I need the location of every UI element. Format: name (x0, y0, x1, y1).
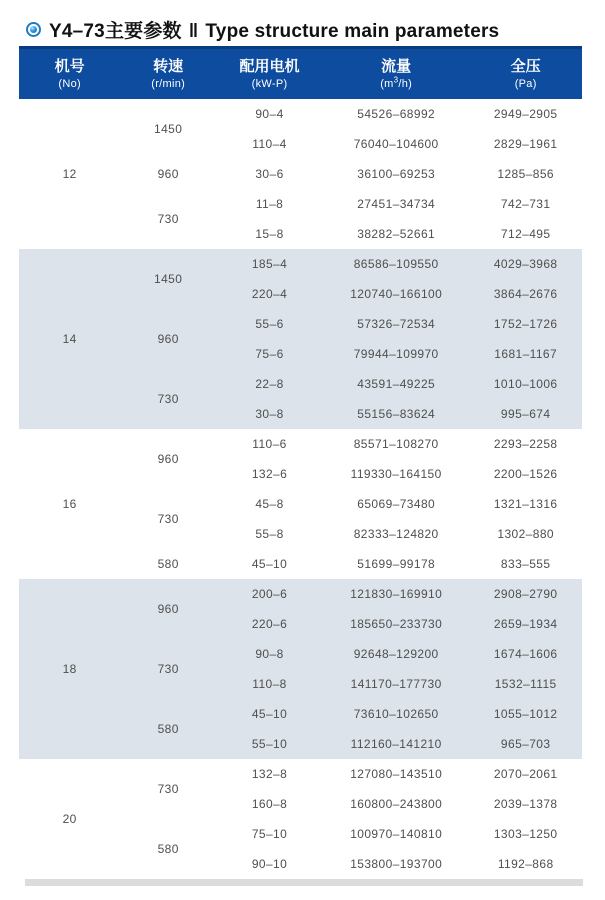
flow-cell: 141170–177730 (323, 669, 469, 699)
motor-cell: 55–6 (216, 309, 323, 339)
flow-cell: 38282–52661 (323, 219, 469, 249)
motor-cell: 45–10 (216, 699, 323, 729)
flow-cell: 82333–124820 (323, 519, 469, 549)
pressure-cell: 2829–1961 (469, 129, 582, 159)
no-cell: 14 (19, 249, 120, 429)
flow-cell: 55156–83624 (323, 399, 469, 429)
header-row (19, 48, 582, 100)
table-row (19, 759, 582, 789)
motor-cell: 15–8 (216, 219, 323, 249)
flow-cell: 36100–69253 (323, 159, 469, 189)
flow-cell: 112160–141210 (323, 729, 469, 759)
motor-cell: 220–6 (216, 609, 323, 639)
flow-cell: 120740–166100 (323, 279, 469, 309)
column-title: 全压 (510, 57, 541, 75)
motor-cell: 55–8 (216, 519, 323, 549)
table-row (19, 99, 582, 129)
rpm-cell: 730 (120, 759, 216, 819)
pressure-cell: 1321–1316 (469, 489, 582, 519)
pressure-cell: 712–495 (469, 219, 582, 249)
pressure-cell: 3864–2676 (469, 279, 582, 309)
flow-cell: 100970–140810 (323, 819, 469, 849)
pressure-cell: 1010–1006 (469, 369, 582, 399)
column-title: 转速 (153, 57, 184, 75)
flow-cell: 79944–109970 (323, 339, 469, 369)
bottom-divider (25, 879, 583, 886)
rpm-cell: 730 (120, 189, 216, 249)
flow-cell: 76040–104600 (323, 129, 469, 159)
rpm-cell: 960 (120, 159, 216, 189)
parameters-table (19, 46, 582, 879)
motor-cell: 132–6 (216, 459, 323, 489)
flow-cell: 153800–193700 (323, 849, 469, 879)
table-row (19, 429, 582, 459)
flow-cell: 43591–49225 (323, 369, 469, 399)
column-header-no (19, 48, 120, 100)
flow-cell: 185650–233730 (323, 609, 469, 639)
motor-cell: 132–8 (216, 759, 323, 789)
table-row (19, 579, 582, 609)
motor-cell: 110–4 (216, 129, 323, 159)
table-row (19, 249, 582, 279)
pressure-cell: 1752–1726 (469, 309, 582, 339)
pressure-cell: 2070–2061 (469, 759, 582, 789)
pressure-cell: 995–674 (469, 399, 582, 429)
rpm-cell: 580 (120, 549, 216, 579)
pressure-cell: 1681–1167 (469, 339, 582, 369)
column-unit: (r/min) (151, 78, 186, 91)
column-header-pressure (469, 48, 582, 100)
title-cn: Y4–73主要参数 (49, 20, 182, 42)
column-unit: (Pa) (514, 78, 537, 91)
no-cell: 16 (19, 429, 120, 579)
column-title: 配用电机 (239, 57, 300, 75)
rpm-cell: 730 (120, 639, 216, 699)
column-unit: $(m^3/h)$ (380, 75, 413, 91)
motor-cell: 90–4 (216, 99, 323, 129)
column-title: 机号 (54, 57, 85, 75)
rpm-cell: 730 (120, 489, 216, 549)
rpm-cell: 730 (120, 369, 216, 429)
motor-cell: 30–8 (216, 399, 323, 429)
title-separator: ‖ (188, 20, 199, 42)
superscript: 3 (393, 75, 399, 85)
motor-cell: 90–10 (216, 849, 323, 879)
flow-cell: 65069–73480 (323, 489, 469, 519)
motor-cell: 185–4 (216, 249, 323, 279)
flow-cell: 92648–129200 (323, 639, 469, 669)
motor-cell: 110–8 (216, 669, 323, 699)
rpm-cell: 960 (120, 309, 216, 369)
motor-cell: 110–6 (216, 429, 323, 459)
motor-cell: 30–6 (216, 159, 323, 189)
motor-cell: 45–8 (216, 489, 323, 519)
pressure-cell: 4029–3968 (469, 249, 582, 279)
column-header-rpm (120, 48, 216, 100)
pressure-cell: 1055–1012 (469, 699, 582, 729)
no-cell: 20 (19, 759, 120, 879)
rpm-cell: 1450 (120, 99, 216, 159)
pressure-cell: 2293–2258 (469, 429, 582, 459)
pressure-cell: 2908–2790 (469, 579, 582, 609)
page-title (49, 16, 499, 43)
pressure-cell: 2659–1934 (469, 609, 582, 639)
no-cell: 18 (19, 579, 120, 759)
pressure-cell: 965–703 (469, 729, 582, 759)
rpm-cell: 580 (120, 699, 216, 759)
rpm-cell: 960 (120, 429, 216, 489)
title-en: Type structure main parameters (205, 20, 500, 42)
bullet-icon (26, 22, 41, 37)
motor-cell: 75–10 (216, 819, 323, 849)
table-body (19, 99, 582, 879)
pressure-cell: 2949–2905 (469, 99, 582, 129)
flow-cell: 54526–68992 (323, 99, 469, 129)
pressure-cell: 1192–868 (469, 849, 582, 879)
pressure-cell: 833–555 (469, 549, 582, 579)
column-header-flow (323, 48, 469, 100)
motor-cell: 200–6 (216, 579, 323, 609)
rpm-cell: 1450 (120, 249, 216, 309)
flow-cell: 160800–243800 (323, 789, 469, 819)
column-header-motor (216, 48, 323, 100)
rpm-cell: 580 (120, 819, 216, 879)
flow-cell: 27451–34734 (323, 189, 469, 219)
pressure-cell: 1285–856 (469, 159, 582, 189)
pressure-cell: 742–731 (469, 189, 582, 219)
pressure-cell: 1303–1250 (469, 819, 582, 849)
flow-cell: 57326–72534 (323, 309, 469, 339)
motor-cell: 90–8 (216, 639, 323, 669)
pressure-cell: 1674–1606 (469, 639, 582, 669)
motor-cell: 160–8 (216, 789, 323, 819)
pressure-cell: 2039–1378 (469, 789, 582, 819)
pressure-cell: 1532–1115 (469, 669, 582, 699)
motor-cell: 11–8 (216, 189, 323, 219)
no-cell: 12 (19, 99, 120, 249)
flow-cell: 127080–143510 (323, 759, 469, 789)
motor-cell: 22–8 (216, 369, 323, 399)
column-unit: (kW-P) (251, 78, 288, 91)
motor-cell: 220–4 (216, 279, 323, 309)
pressure-cell: 2200–1526 (469, 459, 582, 489)
flow-cell: 119330–164150 (323, 459, 469, 489)
section-title (0, 0, 605, 44)
table-header (19, 48, 582, 100)
flow-cell: 86586–109550 (323, 249, 469, 279)
column-title: 流量 (381, 57, 412, 75)
flow-cell: 73610–102650 (323, 699, 469, 729)
pressure-cell: 1302–880 (469, 519, 582, 549)
rpm-cell: 960 (120, 579, 216, 639)
flow-cell: 85571–108270 (323, 429, 469, 459)
flow-cell: 121830–169910 (323, 579, 469, 609)
motor-cell: 45–10 (216, 549, 323, 579)
motor-cell: 55–10 (216, 729, 323, 759)
motor-cell: 75–6 (216, 339, 323, 369)
column-unit: (No) (58, 78, 81, 91)
flow-cell: 51699–99178 (323, 549, 469, 579)
